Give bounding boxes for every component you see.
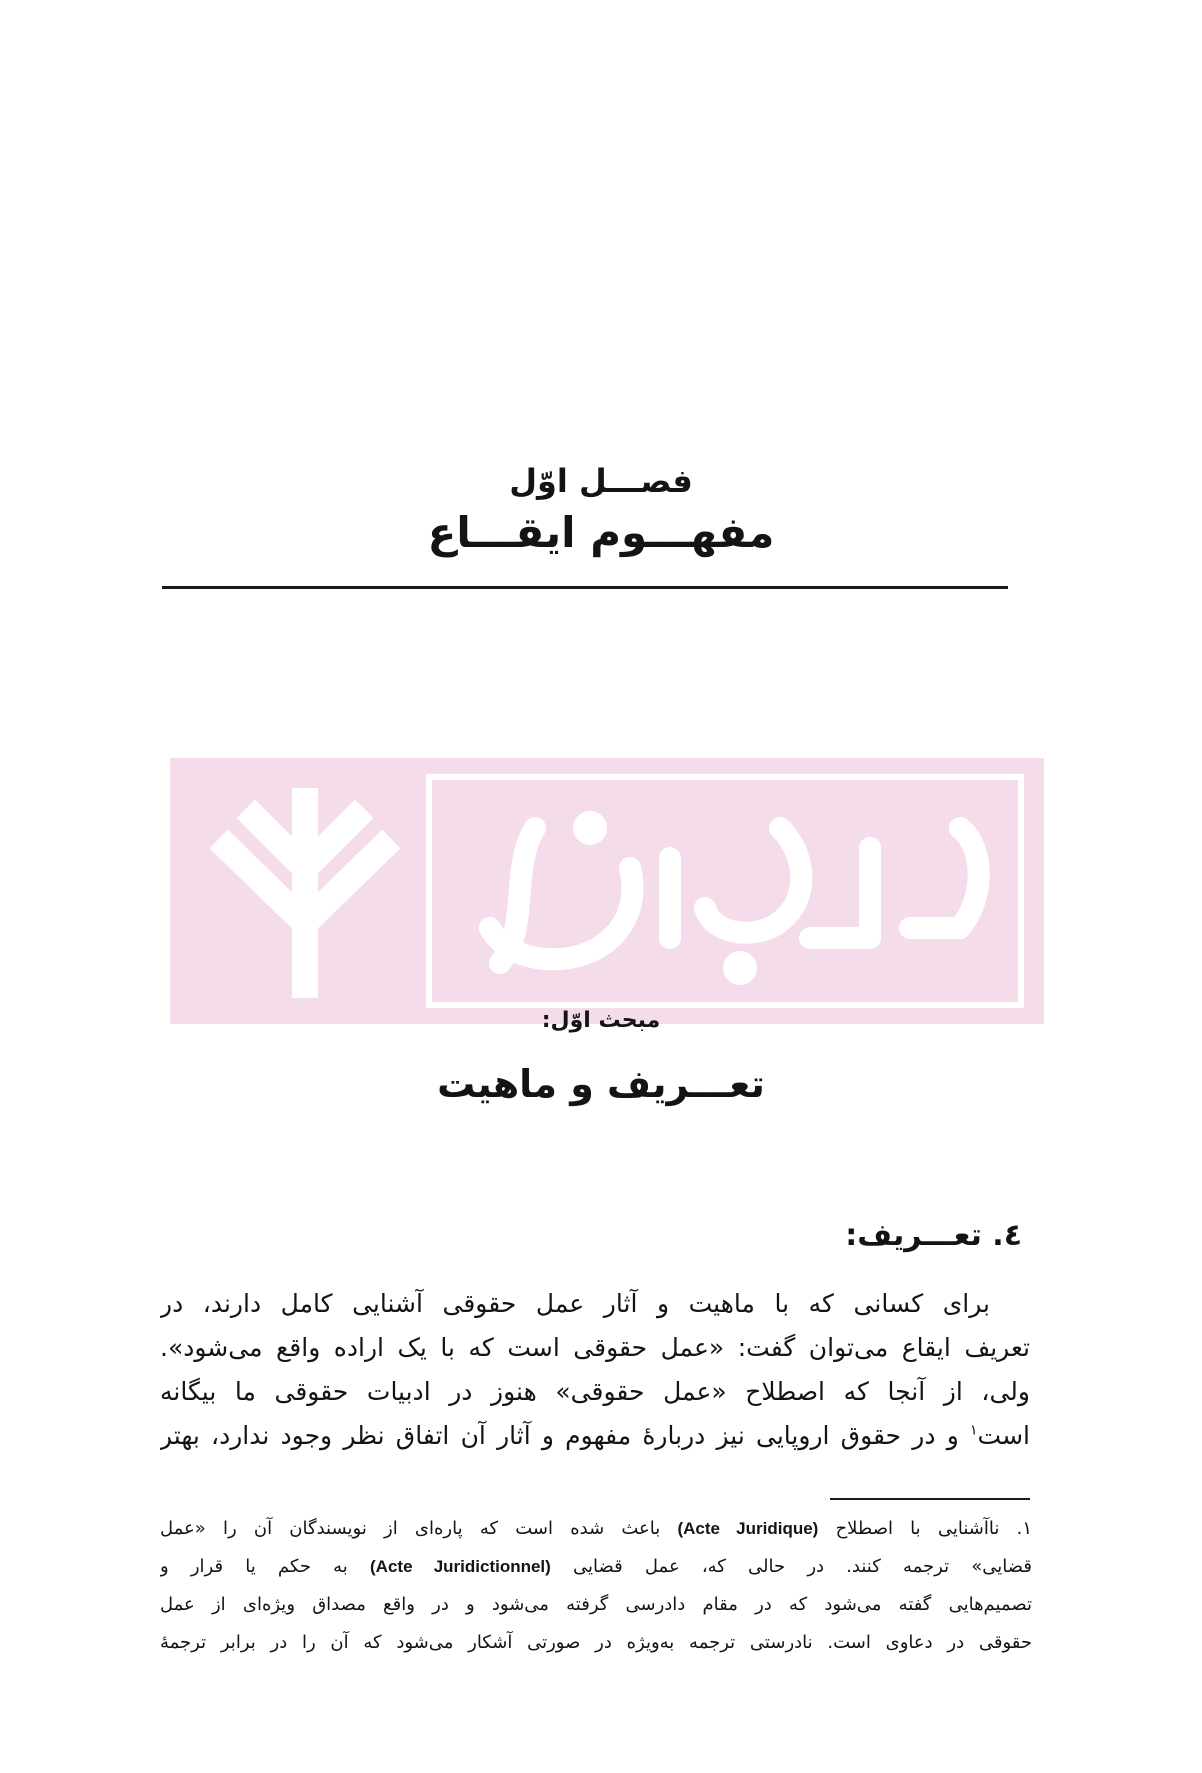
- body-line: تعریف ایقاع می‌توان گفت: «عمل حقوقی است که با یک اراده واقع می‌شود».: [160, 1333, 1030, 1362]
- footnote-divider: [830, 1498, 1030, 1500]
- chapter-label: فصـــل اوّل: [509, 462, 693, 500]
- footnote: [160, 1510, 1032, 1662]
- footnote-line: حقوقی در دعاوی است. نادرستی ترجمه به‌ویژه در صورتی آشکار می‌شود که آن را در برابر ترجمهٔ: [160, 1632, 1032, 1653]
- chapter-title: مفهـــوم ایقـــاع: [427, 508, 775, 557]
- watermark: [170, 758, 1044, 1024]
- paragraph-heading: ٤. تعـــریف:: [845, 1218, 1022, 1253]
- section-label: مبحث اوّل:: [541, 1008, 661, 1033]
- section-title: تعـــریف و ماهیت: [437, 1062, 765, 1106]
- footnote-number: ١.: [1016, 1518, 1032, 1539]
- footnote-text: باعث شده است که پاره‌ای از نویسندگان آن را «عمل: [160, 1518, 661, 1539]
- dadbazar-wordmark-icon: [440, 788, 1010, 998]
- latin-term: (Acte Juridique): [677, 1519, 819, 1538]
- footnote-text: ناآشنایی با اصطلاح: [835, 1518, 1000, 1539]
- body-line-rest: و در حقوق اروپایی نیز دربارهٔ مفهوم و آثار آن اتفاق نظر وجود ندارد، بهتر: [160, 1421, 959, 1450]
- body-line-prefix: است: [977, 1421, 1030, 1450]
- footnote-text: به حکم یا قرار و: [160, 1556, 348, 1577]
- body-line: ولی، از آنجا که اصطلاح «عمل حقوقی» هنوز در ادبیات حقوقی ما بیگانه: [160, 1377, 1030, 1406]
- footnote-ref[interactable]: ١: [970, 1422, 978, 1439]
- latin-term: (Acte Juridictionnel): [370, 1557, 551, 1576]
- body-paragraph: [160, 1282, 1030, 1458]
- body-line: برای کسانی که با ماهیت و آثار عمل حقوقی آشنایی کامل دارند، در: [160, 1289, 990, 1318]
- body-line: [160, 1414, 1030, 1458]
- footnote-line: تصمیم‌هایی گفته می‌شود که در مقام دادرسی گرفته می‌شود و در واقع مصداق ویژه‌ای از عمل: [160, 1594, 1032, 1615]
- footnote-line: [160, 1548, 1032, 1586]
- footnote-line: [160, 1510, 1032, 1548]
- dadbazar-logo-icon: [210, 788, 400, 998]
- chapter-divider: [162, 586, 1008, 589]
- footnote-text: قضایی» ترجمه کنند. در حالی که، عمل قضایی: [573, 1556, 1032, 1577]
